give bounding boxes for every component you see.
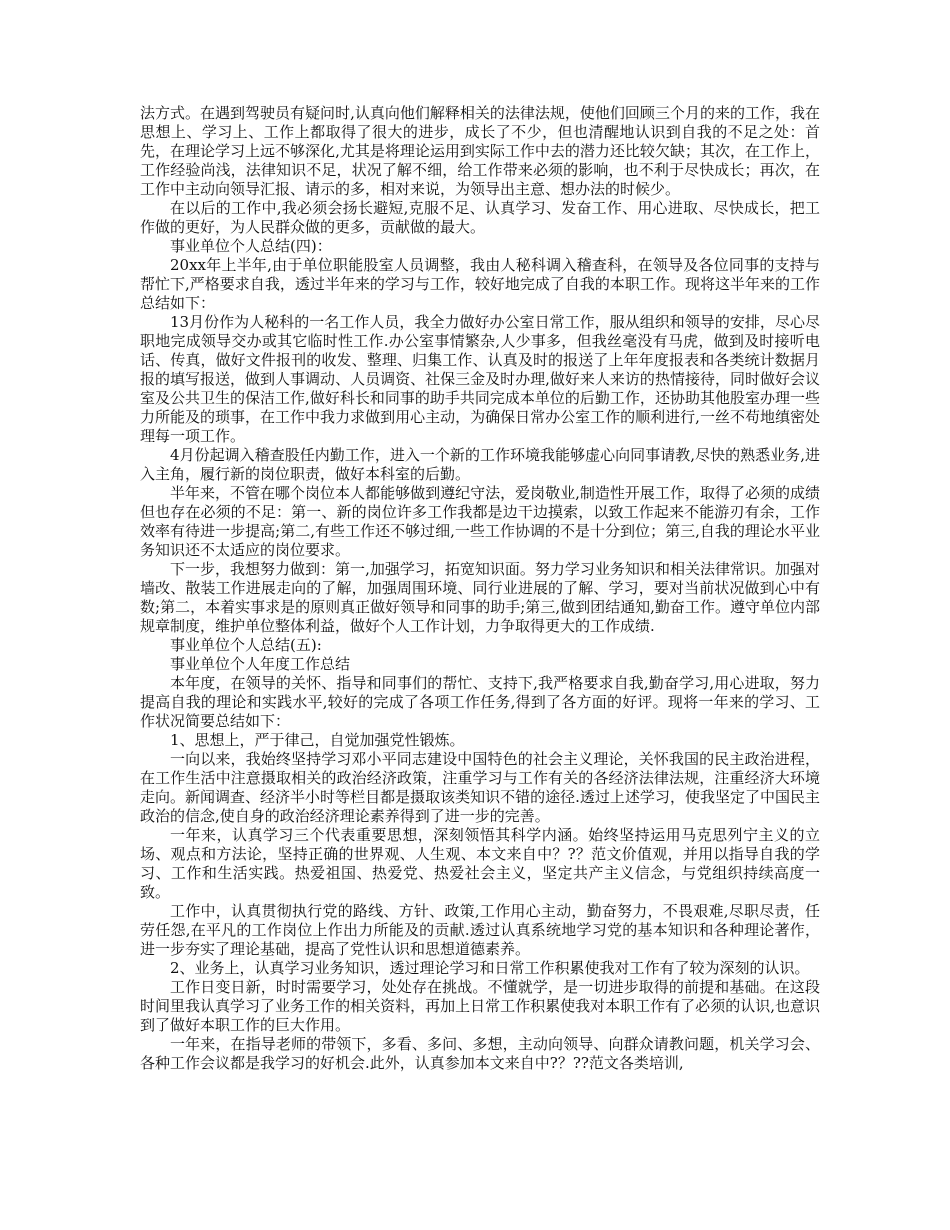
list-heading: 2、业务上，认真学习业务知识，透过理论学习和日常工作积累使我对工作有了较为深刻的认识。 bbox=[170, 959, 810, 977]
document-body bbox=[140, 104, 820, 1073]
paragraph: 一年来，认真学习三个代表重要思想，深刻领悟其科学内涵。始终坚持运用马克思列宁主义的立场、观点和方法论，坚持正确的世界观、人生观、本文来自中？?？范文价值观，并用以指导自我的学习、工作和生活实践。热爱祖国、热爱党、热爱社会主义，坚定共产主义信念，与党组织持续高度一致。 bbox=[140, 826, 820, 901]
section-subtitle: 事业单位个人年度工作总结 bbox=[170, 655, 351, 673]
paragraph: 半年来，不管在哪个岗位本人都能够做到遵纪守法，爱岗敬业,制造性开展工作，取得了必须的成绩但也存在必须的不足：第一、新的岗位许多工作我都是边干边摸索，以致工作起来不能游刃有余，工作效率有待进一步提高;第二,有些工作还不够过细,一些工作协调的不是十分到位；第三,自我的理论水平业务知识还不太适应的岗位要求。 bbox=[140, 484, 820, 559]
paragraph: 一向以来，我始终坚持学习邓小平同志建设中国特色的社会主义理论，关怀我国的民主政治进程，在工作生活中注意摄取相关的政治经济政策，注重学习与工作有关的各经济法律法规，注重经济大环境走向。新闻调查、经济半小时等栏目都是摄取该类知识不错的途径.透过上述学习，使我坚定了中国民主政治的信念,使自身的政治经济理论素养得到了进一步的完善。 bbox=[140, 750, 820, 825]
section-heading: 事业单位个人总结(四)： bbox=[170, 237, 332, 255]
paragraph: 本年度，在领导的关怀、指导和同事们的帮忙、支持下,我严格要求自我,勤奋学习,用心进取，努力提高自我的理论和实践水平,较好的完成了各项工作任务,得到了各方面的好评。现将一年来的学习、工作状况简要总结如下： bbox=[140, 674, 820, 730]
paragraph: 20xx年上半年,由于单位职能股室人员调整，我由人秘科调入稽查科，在领导及各位同事的支持与帮忙下,严格要求自我，透过半年来的学习与工作，较好地完成了自我的本职工作。现将这半年来的工作总结如下： bbox=[140, 256, 820, 312]
paragraph: 工作日变日新，时时需要学习，处处存在挑战。不懂就学，是一切进步取得的前提和基础。在这段时间里我认真学习了业务工作的相关资料，再加上日常工作积累使我对本职工作有了必须的认识,也意识到了做好本职工作的巨大作用。 bbox=[140, 978, 820, 1034]
paragraph: 工作中，认真贯彻执行党的路线、方针、政策,工作用心主动，勤奋努力，不畏艰难,尽职尽责，任劳任怨,在平凡的工作岗位上作出力所能及的贡献.透过认真系统地学习党的基本知识和各种理论著作，进一步夯实了理论基础，提高了党性认识和思想道德素养。 bbox=[140, 902, 820, 958]
paragraph: 一年来，在指导老师的带领下，多看、多问、多想，主动向领导、向群众请教问题，机关学习会、各种工作会议都是我学习的好机会.此外，认真参加本文来自中?？??范文各类培训, bbox=[140, 1035, 820, 1072]
paragraph: 13月份作为人秘科的一名工作人员，我全力做好办公室日常工作，服从组织和领导的安排，尽心尽职地完成领导交办或其它临时性工作.办公室事情繁杂,人少事多，但我丝毫没有马虎，做到及时接听电话、传真，做好文件报刊的收发、整理、归集工作、认真及时的报送了上年年度报表和各类统计数据月报的填写报送，做到人事调动、人员调资、社保三金及时办理,做好来人来访的热情接待，同时做好会议室及公共卫生的保洁工作,做好科长和同事的助手共同完成本单位的后勤工作，还协助其他股室办理一些力所能及的琐事，在工作中我力求做到用心主动，为确保日常办公室工作的顺利进行,一丝不苟地缜密处理每一项工作。 bbox=[140, 313, 820, 445]
paragraph: 下一步，我想努力做到：第一,加强学习，拓宽知识面。努力学习业务知识和相关法律常识。加强对墙改、散装工作进展走向的了解，加强周围环境、同行业进展的了解、学习，要对当前状况做到心中有数;第二，本着实事求是的原则真正做好领导和同事的助手;第三,做到团结通知,勤奋工作。遵守单位内部规章制度，维护单位整体利益，做好个人工作计划，力争取得更大的工作成绩. bbox=[140, 560, 820, 635]
list-heading: 1、思想上，严于律己，自觉加强党性锻炼。 bbox=[170, 731, 465, 749]
paragraph: 4月份起调入稽查股任内勤工作，进入一个新的工作环境我能够虚心向同事请教,尽快的熟悉业务,进入主角，履行新的岗位职责，做好本科室的后勤。 bbox=[140, 446, 820, 483]
section-heading: 事业单位个人总结(五): bbox=[170, 636, 322, 654]
paragraph: 法方式。在遇到驾驶员有疑问时,认真向他们解释相关的法律法规，使他们回顾三个月的来的工作，我在思想上、学习上、工作上都取得了很大的进步，成长了不少，但也清醒地认识到自我的不足之处：首先，在理论学习上远不够深化,尤其是将理论运用到实际工作中去的潜力还比较欠缺；其次，在工作上，工作经验尚浅，法律知识不足，状况了解不细，给工作带来必须的影响，也不利于尽快成长；再次，在工作中主动向领导汇报、请示的多，相对来说，为领导出主意、想办法的时候少。 bbox=[140, 104, 820, 198]
paragraph: 在以后的工作中,我必须会扬长避短,克服不足、认真学习、发奋工作、用心进取、尽快成长，把工作做的更好，为人民群众做的更多，贡献做的最大。 bbox=[140, 199, 820, 236]
